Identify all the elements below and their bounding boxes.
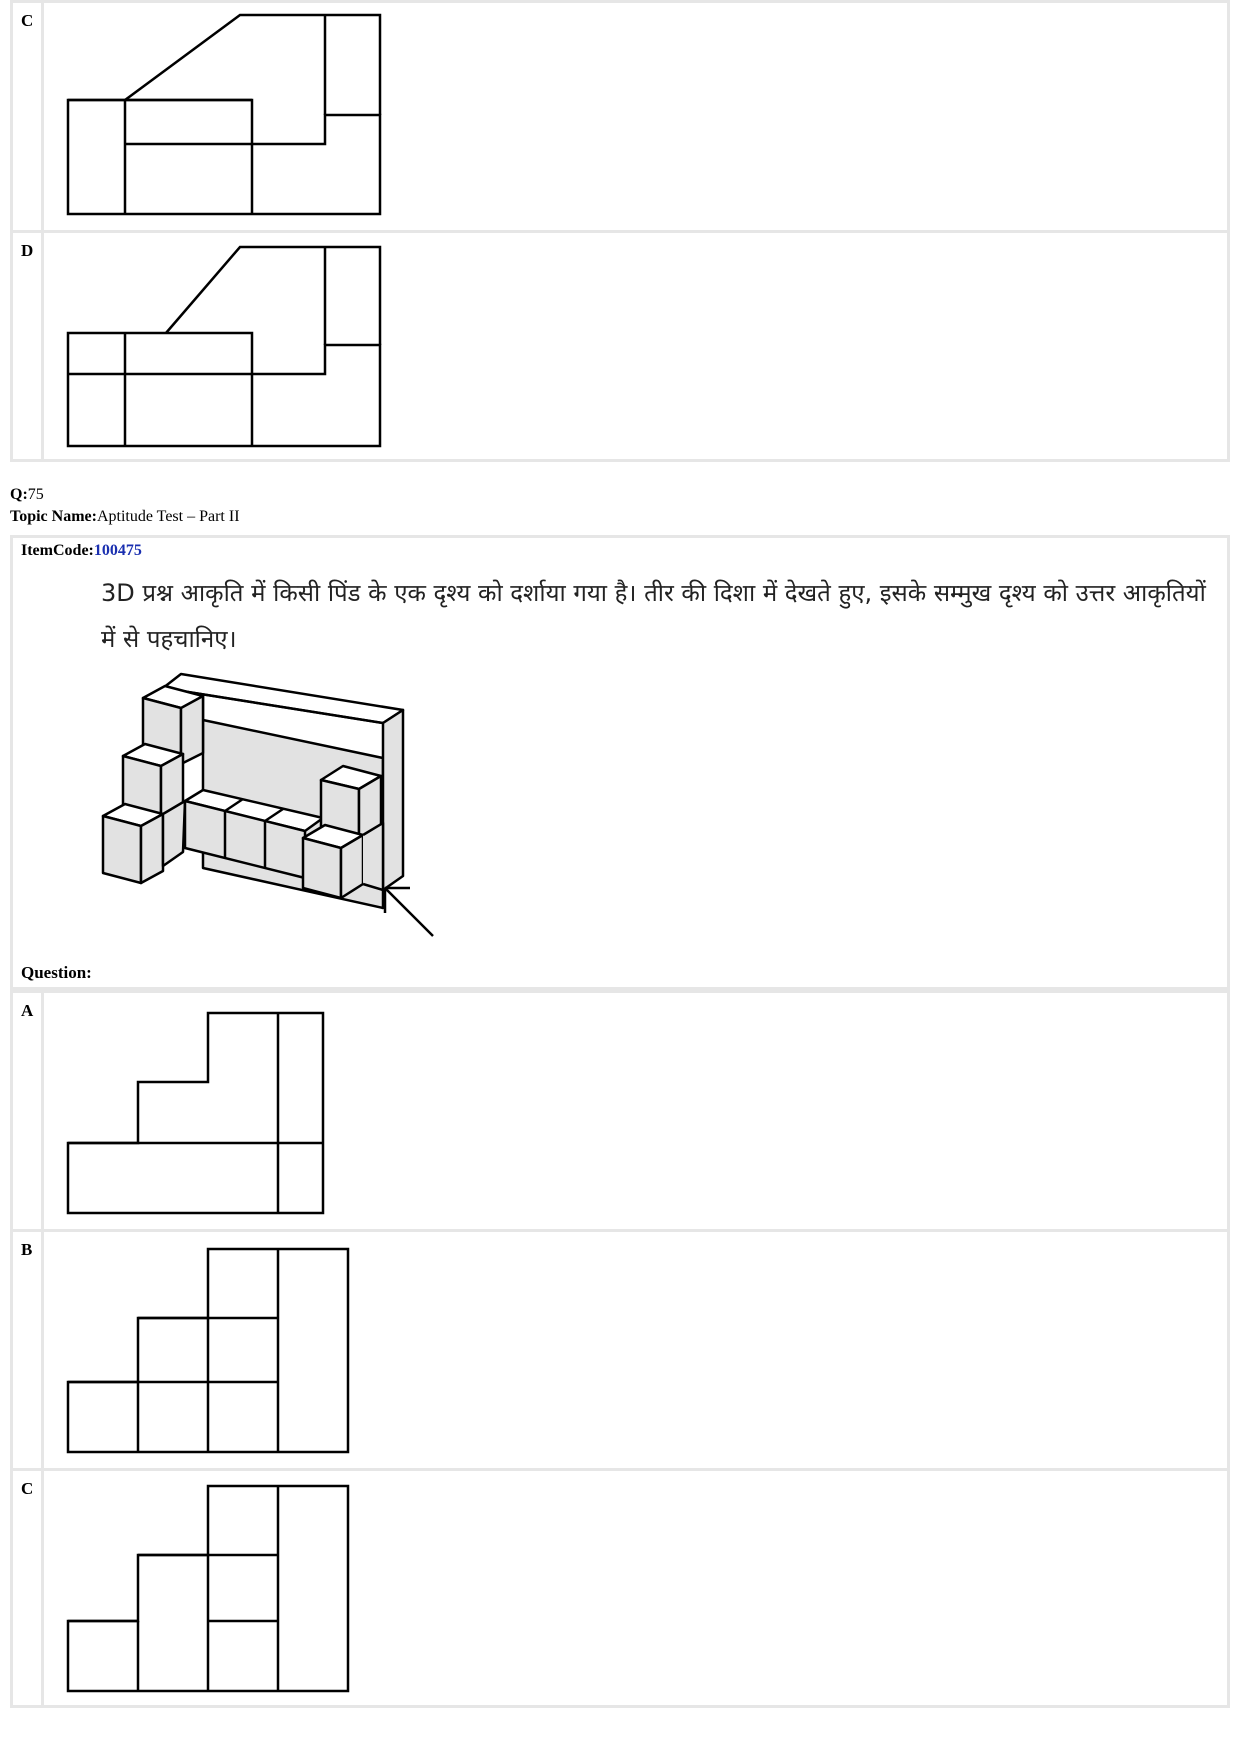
option-d-prev-figure bbox=[53, 233, 393, 462]
option-b-figure bbox=[53, 1232, 373, 1471]
question-number-value: 75 bbox=[27, 486, 44, 503]
question-number-label: Q: bbox=[10, 486, 28, 503]
option-a-figure bbox=[53, 993, 353, 1229]
topic-name-label: Topic Name: bbox=[10, 508, 97, 525]
option-label: A bbox=[21, 1001, 34, 1020]
item-code-label: ItemCode: bbox=[21, 542, 94, 559]
answer-options-block bbox=[10, 990, 1230, 1708]
option-label-cell bbox=[13, 993, 44, 1229]
option-row-d-prev[interactable] bbox=[13, 230, 1227, 459]
item-code-value: 100475 bbox=[93, 542, 142, 559]
item-code bbox=[21, 542, 142, 560]
option-label-cell bbox=[13, 1471, 44, 1705]
topic-name-value: Aptitude Test – Part II bbox=[96, 508, 240, 525]
option-label: D bbox=[21, 241, 34, 260]
topic-name bbox=[10, 508, 240, 526]
option-label-cell bbox=[13, 1232, 44, 1468]
option-label: C bbox=[21, 11, 34, 30]
option-row-a[interactable] bbox=[13, 993, 1227, 1229]
question-3d-figure bbox=[93, 668, 473, 968]
question-number bbox=[10, 486, 44, 504]
question-item-box bbox=[10, 535, 1230, 990]
prev-options-block bbox=[10, 0, 1230, 462]
option-c-figure bbox=[53, 1471, 373, 1708]
option-c-prev-figure bbox=[53, 3, 393, 230]
option-label: B bbox=[21, 1240, 33, 1259]
option-row-c[interactable] bbox=[13, 1468, 1227, 1705]
question-text: 3D प्रश्न आकृति में किसी पिंड के एक दृश्य को दर्शाया गया है। तीर की दिशा में देखते हुए, इसके सम्मुख दृश्य को उत्तर आकृतियों में से पहचानिए। bbox=[101, 579, 1206, 653]
question-label: Question: bbox=[21, 963, 92, 982]
option-row-c-prev[interactable] bbox=[13, 3, 1227, 230]
option-label-cell bbox=[13, 3, 44, 230]
option-label: C bbox=[21, 1479, 34, 1498]
option-row-b[interactable] bbox=[13, 1229, 1227, 1468]
option-label-cell bbox=[13, 233, 44, 459]
